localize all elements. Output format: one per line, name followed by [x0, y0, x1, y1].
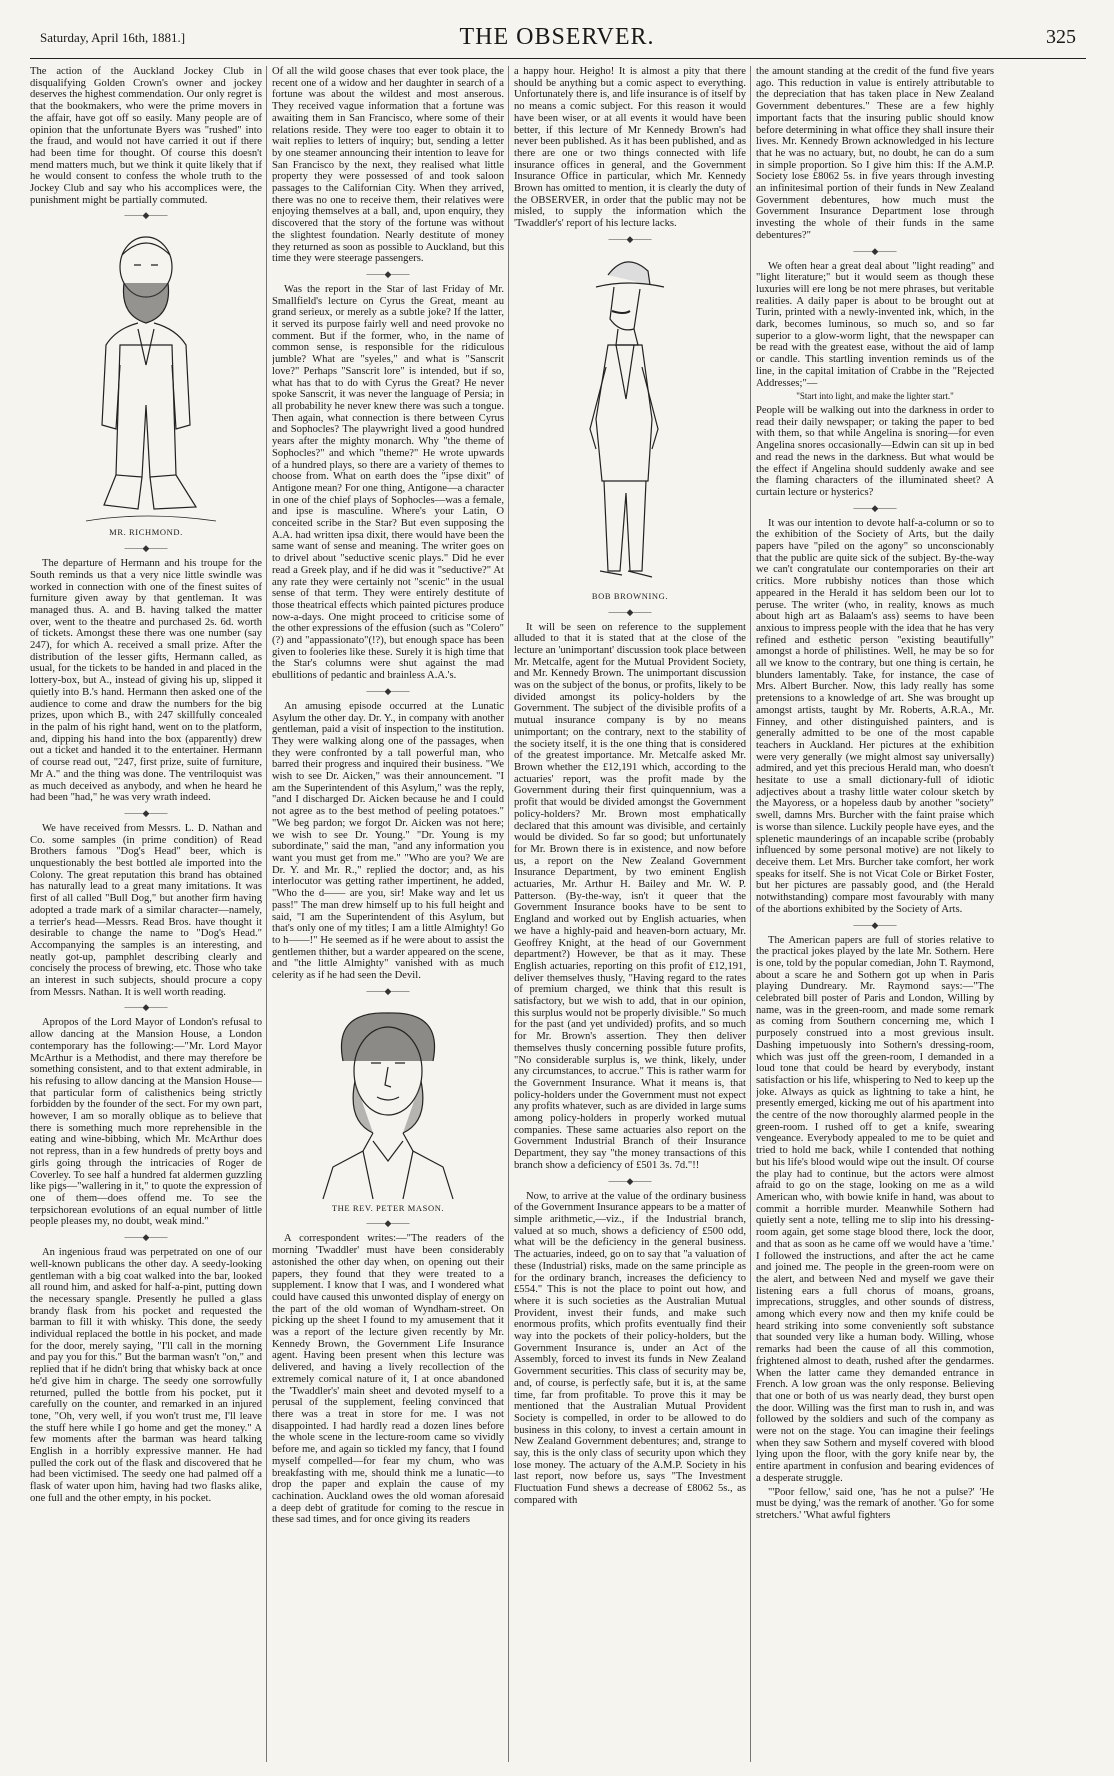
article-paragraph: We have received from Messrs. L. D. Nathan and Co. some samples (in prime condition) of Read Brothers famous "Dog's Head" beer, which is unquestionably the best bottled ale imported into the Colony. The great reputation this brand has obtained has naturally lead to a great many imitations. It was first of all called "Bull Dog," but another firm having adopted a trade mark of a similar character—namely, a terrier's head—Messrs. Read Bros. have thought it desirable to change the name to "Dog's Head." Accompanying the samples is an interesting, and neatly got-up, pamphlet describing clearly and concisely the process of brewing, etc. Those who take an interest in such subjects, should procure a copy from Messrs. Nathan. It is well worth reading.: [30, 822, 262, 998]
section-separator: ——◆——: [124, 807, 168, 818]
illustration-caption: BOB BROWNING.: [591, 590, 669, 601]
section-separator: ——◆——: [608, 606, 652, 617]
column-rule-1: [266, 66, 267, 1762]
figure-bob-browning: [514, 249, 746, 589]
section-separator: ——◆——: [853, 245, 897, 256]
article-paragraph: Now, to arrive at the value of the ordinary business of the Government Insurance appears to be a matter of simple arithmetic,—viz., if the Industrial branch, valued at so much, shows a deficiency of £500 odd, what will be the deficiency in the general business. The actuaries, indeed, go on to say that "a valuation of these (Industrial) risks, made on the same principle as for the ordinary branch, increases the deficiency to £554." This is not the place to point out how, and where it is such societies as the Australian Mutual Provident, invest their funds, and make such enormous profits, which profits eventually find their way into the pockets of their policy-holders, but the Government Insurance is, under an Act of the Assembly, forced to invest its funds in New Zealand Government securities. This class of security may be, and, of course, is perfectly safe, but it is, at the same time, far from profitable. To prove this it may be mentioned that the Australian Mutual Provident Society is compelled, in order to be allowed to do business in this colony, to invest a certain amount in New Zealand Government debentures; and, strange to say, this is the only class of security upon which they lose money. The actuary of the A.M.P. Society in his last report, now before us, says "The Investment Fluctuation Fund shews a decrease of £8062 5s., as compared with: [514, 1190, 746, 1506]
illustration-caption: MR. RICHMOND.: [109, 527, 183, 538]
section-separator: ——◆——: [124, 543, 168, 554]
page-number: 325: [1046, 26, 1076, 48]
figure-mr-richmond: [30, 225, 262, 525]
figure-rev-peter-mason: [272, 1001, 504, 1201]
article-paragraph: We often hear a great deal about "light reading" and "light literature;" but it would seem as though these luxuries will ere long be not mere phrases, but veritable realities. A daily paper is about to be brought out at Turin, printed with a newly-invented ink, which, in the dark, becomes luminous, so much so, and so far superior to a glow-worm light, that the newspaper can be read with the greatest ease, without the aid of lamp or candle. This startling invention reminds us of the line, in the capital imitation of Crabbe in the "Rejected Addresses;"—: [756, 260, 994, 389]
column-2: [272, 66, 504, 1762]
section-separator: ——◆——: [124, 210, 168, 221]
verse-quote: "Start into light, and make the lighter start.": [796, 391, 954, 402]
section-separator: ——◆——: [853, 502, 897, 513]
article-paragraph: the amount standing at the credit of the fund five years ago. This reduction in value is entirely attributable to the depreciation that has taken place in New Zealand Government debentures." These are a few highly important facts that the insuring public should know before determining in what office they shall insure their lives. Mr. Kennedy Brown acknowledged in his lecture that he was no actuary, but, no doubt, he can do a sum in simple proportion. So I give him this: If the A.M.P. Society lose £8062 5s. in five years through investing an infinitesimal portion of their funds in New Zealand Government debentures, how much must the Government Insurance Department lose through investing the whole of their funds in the same debentures?": [756, 66, 994, 241]
section-separator: ——◆——: [366, 1218, 410, 1229]
article-paragraph: People will be walking out into the darkness in order to read their daily newspaper; or taking the paper to bed with them, so that while Angelina is snoring—for even Angelina snores occasionally—Edwin can sit up in bed and read the news in the darkness. But what would be the effect if Angelina should suddenly awake and see the flaming characters of the illuminated sheet? A curtain lecture or hysterics?: [756, 404, 994, 498]
article-paragraph: a happy hour. Heigho! It is almost a pity that there should be anything but a comic aspect to everything. Unfortunately there is, and life insurance is of itself by no means a comic subject. For this reason it would have been wiser, or at all events it would have been better, if this lecture of Mr Kennedy Brown's had never been published. As it has been published, and as there are one or two things connected with life insurance offices in general, and the Government Insurance Office in particular, which Mr. Kennedy Brown has omitted to mention, it is clearly the duty of the OBSERVER, in order that the public may not be misled, to supply the information which the 'Twaddler's' report of his lecture lacks.: [514, 66, 746, 230]
article-paragraph: Apropos of the Lord Mayor of London's refusal to allow dancing at the Mansion House, a London contemporary has the following:—"Mr. Lord Mayor McArthur is a Methodist, and there may therefore be something consistent, and to that extent admirable, in his refusing to allow dancing at the Mansion House—that particular form of calisthenics being strictly forbidden by the founder of the sect. For my own part, however, I am so morally oblique as to believe that there is something much more reprehensible in the eating and wine-bibbing, which Mr. McArthur does not repress, than in a few hundreds of pretty boys and girls going through the intricacies of Roger de Coverley. To see half a hundred fat aldermen guzzling like pigs—"wallering in it," to quote the expression of one of them—does offend me. To see the terpsichorean evolutions of an equal number of little people pleases my, no doubt, weak mind.": [30, 1017, 262, 1228]
section-separator: ——◆——: [608, 1175, 652, 1186]
column-4: [756, 66, 994, 1762]
section-separator: ——◆——: [366, 985, 410, 996]
article-paragraph: The departure of Hermann and his troupe for the South reminds us that a very nice little swindle was worked in connection with one of the finest suites of furniture given away by that gentleman. It was managed thus. A. and B. having talked the matter over, went to the theatre and purchased 2s. 6d. worth of tickets. Amongst these there was one number (say 247), for which A. received a small prize. After the distribution of the lesser gifts, Hermann called, as usual, for the tickets to be handed in and placed in the lottery-box, but A., instead of giving his up, slipped it quietly into B.'s hand. Hermann then asked one of the audience to come and draw the numbers for the big prizes, upon which B., with 247 skillfully concealed in the palm of his right hand, went on to the platform, and, dipping his hand into the box (apparently) drew out a ticket and handed it to the entertainer. Hermann of course read out, "247, first prize, suite of furniture, Mr A." and the thing was done. The ventriloquist was as much deceived as anybody, and when he heard he had been "had," he was very wrath indeed.: [30, 558, 262, 804]
article-paragraph: An amusing episode occurred at the Lunatic Asylum the other day. Dr. Y., in company with another gentleman, paid a visit of inspection to the institution. They were walking along one of the passages, when they were confronted by a tall powerful man, who barred their progress and inquired their business. "We wish to see Dr. Aicken," was their announcement. "I am the Superintendent of this Asylum," was the reply, "and I discharged Dr. Aicken because he and I could not agree as to the best method of peeling potatoes." "We beg pardon; we forgot Dr. Aicken was not here; we wish to see Dr. Young." "Dr. Young is my subordinate," said the man, "and any information you want you must get from me." "Who are you? We are Dr. Y. and Mr. R.," replied the doctor; and, as his interlocutor was getting rather impertinent, he added, "Who the d—— are you, sir! Make way and let us pass!" The man drew himself up to his full height and said, "I am the Superintendent of this Asylum, but that's only one of my titles; I am a little Almighty! Go to h——!" He seemed as if he were about to assist the gentlemen thither, but a warder appeared on the scene, and "the little Almighty" vanished with as much celerity as if he had seen the Devil.: [272, 700, 504, 982]
article-paragraph: The action of the Auckland Jockey Club in disqualifying Golden Crown's owner and jockey deserves the highest commendation. Our only regret is that the bookmakers, who were the prime movers in the affair, have got off so easily. Many people are of opinion that the unfortunate Byers was "rushed" into the fraud, and would not have carried it out if there had been time for thought. Of course this doesn't mend matters much, but we think it quite likely that if he would consent to confess the whole truth to the Jockey Club and say who his accomplices were, the punishment might be partially commuted.: [30, 66, 262, 206]
section-separator: ——◆——: [853, 919, 897, 930]
illustration-caption: THE REV. PETER MASON.: [331, 1202, 445, 1213]
article-paragraph: An ingenious fraud was perpetrated on one of our well-known publicans the other day. A seedy-looking gentleman with a big coat walked into the bar, looked all round him, and asked for half-a-pint, putting down the necessary spangle. Presently he pulled a glass brandy flask from his pocket and requested the barman to fill it with whisky. This done, the seedy individual replaced the bottle in his pocket, and made for the door, merely saying, "I'll call in the morning and pay you for this." But the barman wasn't "on," and replied that if he didn't bring that whisky back at once he'd give him in charge. The seedy one sorrowfully returned, pulled the bottle from his pocket, put it carefully on the counter, and remarked in an injured tone, "Oh, very well, if you won't trust me, I'll leave the stuff here while I go home and get the money." A few moments after the barman was heard talking English in a horribly expressive manner. He had pulled the cork out of the flask and discovered that he had been victimised. The seedy one had palmed off a flask of water upon him, having had two flasks alike, one full and the other empty, in his pocket.: [30, 1247, 262, 1504]
article-paragraph: It will be seen on reference to the supplement alluded to that it is stated that at the close of the lecture an 'unimportant' discussion took place between Mr. Metcalfe, agent for the Mutual Provident Society, and Mr. Kennedy Brown. The unimportant discussion was on the subject of the bonus, or profits, likely to be divided amongst its policy-holders by the Government. The subject of the divisible profits of a mutual insurance company is by no means unimportant; on the contrary, next to the stability of the society itself, it is the one thing that is considered of the greatest importance. Mr. Metcalfe asked Mr. Brown whether the £12,191 which, according to the actuaries' report, was the profit made by the Government during their first quinquennium, was a profit that would be divided amongst the Government policy-holders? Mr. Brown most emphatically declared that this amount was divisible, and certainly would be divided. So far so good; but unfortunately for Mr. Brown there is in existence, and now before us, a report on the New Zealand Government Insurance Department, by two eminent English actuaries, Mr. Arthur H. Bailey and Mr. W. P. Patterson. (By-the-way, isn't it queer that the Government Insurance books have to be sent to England and worked out by English actuaries, when we have a highly-paid and heaven-born actuary, Mr. Geoffrey Knight, at the head of our Government department?) However, be that as it may. These English actuaries, reporting on this profit of £12,191, deliver themselves thusly, "Having regard to the rates of premium charged, we think that this result is satisfactory, but we wish to add, that in our opinion, this surplus would not be properly divisible." So much for the past (and yet undivided) profits, and so much for Mr. Brown's assertion. They then deliver themselves thusly concerning possible future profits, "No considerable surplus is, we think, likely, under any circumstances, to accrue." This is rather warm for the Government Insurance. What it means is, that policy-holders under the Government must not expect any profits whatever, such as are divided in large sums among policy-holders in properly worked mutual companies. These same actuaries also report on the Government Industrial Branch of their Insurance Department, they say "the money transactions of this branch show a deficiency of £501 3s. 7d."!!: [514, 621, 746, 1171]
column-rule-3: [750, 66, 751, 1762]
article-paragraph: Was the report in the Star of last Friday of Mr. Smallfield's lecture on Cyrus the Great, meant au grand serieux, or merely as a subtle joke? If the latter, it served its purpose fairly well and need provoke no comment. But if the former, who, in the name of common sense, is responsible for the ridiculous jumble? What are "syeles," and what is "Sanscrit love?" Perhaps "Sanscrit lore" is intended, but if so, what has that to do with Cyrus the Great? He never spoke Sanscrit, it was never the language of Persia; in all probability he never knew there was such a tongue. Then again, what connection is there between Cyrus and Sophocles? The playwright lived a good hundred years after the mighty monarch. Why "the theme of Sophocles?" and which "theme?" He wrote upwards of a hundred plays, so there are a variety of themes to choose from. What on earth does the "ipse dixit" of Antigone mean? For one thing, Antigone—a character in one of the chief plays of Sophocles—was a female, and ipse is masculine. Where's your Latin, O conceited scribe in the Star? But even supposing the A.A. had written ipsa dixit, there would have been the same want of sense and meaning. The writer goes on to drivel about "seductive scenic plays." Did he ever read a Greek play, and if he did was it "seductive?" At any rate they were certainly not "scenic" in the usual sense of that term. They were entirely destitute of those theatrical effects which painted pictures produce now-a-days. One might proceed to criticise some of the other expressions of the effusion (such as "Colero"(?) and "appassionato"(!?), but enough space has been given to fooleries like these. Surely it is high time that the Star's columns were shut against the mad ebullitions of pedantic and brainless A.A.'s.: [272, 283, 504, 682]
section-separator: ——◆——: [124, 1232, 168, 1243]
masthead-date: Saturday, April 16th, 1881.]: [40, 30, 186, 45]
article-paragraph: It was our intention to devote half-a-column or so to the exhibition of the Society of Arts, but the daily papers have "piled on the agony" so unconscionably that the public are quite sick of the subject. By-the-way we can't congratulate our contemporaries on their art critics. More rubbishy notices than those which appeared in the Herald it has seldom been our lot to peruse. The writer (who, in reality, knows as much about high art as Balaam's ass) seems to have been anxious to impress people with the idea that he has very refined and esthetic person "existing beautifully" amongst a horde of philistines. Well, he may be so for all we know to the contrary, but one thing is certain, he blunders lamentably. Take, for instance, the case of Mrs. Albert Burcher. Now, this lady really has some pretensions to a knowledge of art. She was brought up amongst artists, taught by Mr. Roberts, A.R.A., Mr. Finney, and other distinguished painters, and is generally admitted to be one of the most capable teachers in Auckland. Her pictures at the exhibition were very generally (we might almost say universally) admired, and yet this precious Herald man, who doesn't hesitate to use a small dictionary-full of idiotic adjectives about a trashy little water colour sketch by the Mayoress, or a hopeless daub by another "society" swell, damns Mrs. Burcher with the faint praise which is worse than silence. Luckily people have eyes, and the splenetic maunderings of an incapable scribe (probably influenced by some personal motive) are not likely to deceive them. Let Mrs. Burcher take comfort, her work speaks for itself. She is not Vicat Cole or Birket Foster, but her pictures are passably good, and (the Herald notwithstanding) compare most favourably with many of the abortions exhibited by the Society of Arts.: [756, 517, 994, 915]
section-separator: ——◆——: [366, 685, 410, 696]
section-separator: ——◆——: [366, 268, 410, 279]
article-paragraph: The American papers are full of stories relative to the practical jokes played by the late Mr. Sothern. Here is one, told by the popular comedian, John T. Raymond, about a scare he and Sothern got up when in Paris playing Dundreary. Mr. Raymond says:—"The celebrated bill poster of Paris and London, Willing by name, was in the green-room, and made some remark as coming from Southern concerning me, which I purposely construed into a most grevious insult. Dashing impetuously into Sothern's dressing-room, which was just off the green-room, I demanded in a loud tone that could be heard by everybody, instant satisfaction or his life, whispering to Ned to keep up the joke. Always as quick as lightning to take a hint, he presently emerged, kicking me out of his apartment into the centre of the now thoroughly alarmed people in the green-room. I rushed off to get a knife, swearing vengeance. Everybody appealed to me to be quiet and tried to hold me back, while I contended that nothing but his life's blood would wipe out the insult. Of course the play had to continue, but the actors were almost afraid to go on the stage, looking on me as a wild American who, with bowie knife in hand, was about to commit a horrible murder. Meanwhile Sothern had quietly sent a note, telling me to slip into his dressing-room again, get some stage blood there, lock the door, and that as soon as he came off we would have a 'time.' I followed the instructions, and after the act he came and joined me. The people in the green-room were on the alert, and between Ned and myself we gave their listening ears a full chorus of moans, groans, imprecations, struggles, and other sounds of distress, among which every now and then my knife could be heard striking into some conveniently soft substance that sounded very like a human body. Willing, whose remarks had been the cause of all this commotion, frightened almost to death, rushed after the gendarmes. When the latter came they demanded entrance in French. A low groan was the only response. Believing that one or both of us was nearly dead, they burst open the door. Willing was the first man to rush in, and was followed by the soldiers and such of the company as were not on the stage. You can imagine their feelings when they saw Sothern and myself covered with blood lying upon the floor, with the gory knife near by, the entire apartment in confusion and bearing evidences of a desperate struggle.: [756, 934, 994, 1484]
column-rule-2: [508, 66, 509, 1762]
masthead-rule: [30, 58, 1086, 59]
masthead-title: THE OBSERVER.: [459, 24, 655, 50]
section-separator: ——◆——: [608, 233, 652, 244]
column-1: [30, 66, 262, 1762]
article-paragraph: A correspondent writes:—"The readers of the morning 'Twaddler' must have been considerably astonished the other day when, on opening out their papers, they found that they were treated to a supplement. I know that I was, and I wondered what could have caused this unwonted display of energy on the part of the old woman of Wyndham-street. On picking up the sheet I found to my amusement that it was a report of the lecture given recently by Mr. Kennedy Brown, the Government Life Insurance agent. Having been present when this lecture was delivered, and having a lively recollection of the extremely comical nature of it, I at once abandoned the 'Twaddler's' main sheet and devoted myself to a perusal of the supplement, feeling convinced that there was a treat in store for me. I was not disappointed. I had hardly read a dozen lines before the whole scene in the lecture-room came so vividly before me, and again so tickled my fancy, that I found myself compelled—for fear my chum, who was breakfasting with me, should think me a lunatic—to drop the paper and explain the cause of my cachination. Auckland owes the old woman aforesaid a deep debt of gratitude for coming to the rescue in these sad times, and for once giving its readers: [272, 1233, 504, 1526]
section-separator: ——◆——: [124, 1002, 168, 1013]
column-3: [514, 66, 746, 1762]
article-paragraph: Of all the wild goose chases that ever took place, the recent one of a widow and her daughter in search of a fortune was about the wildest and most anserous. They received vague information that a fortune was awaiting them in San Francisco, where some of their relations reside. They were too eager to obtain it to wait replies to letters of inquiry; but, sending a letter by one steamer announcing their intention to leave for San Francisco by the next, they realised what little property they were possessed of and took saloon passages to the Californian City. When they arrived, there was no one to receive them, their relatives were enjoying themselves at a ball, and, upon enquiry, they discovered that the story of the fortune was without the slightest foundation. Nearly destitute of money they returned as soon as possible to Auckland, but this time they were steerage passengers.: [272, 66, 504, 265]
article-paragraph: "'Poor fellow,' said one, 'has he not a pulse?' 'He must be dying,' was the remark of another. 'Go for some stretchers.' 'What awful fighters: [756, 1486, 994, 1521]
